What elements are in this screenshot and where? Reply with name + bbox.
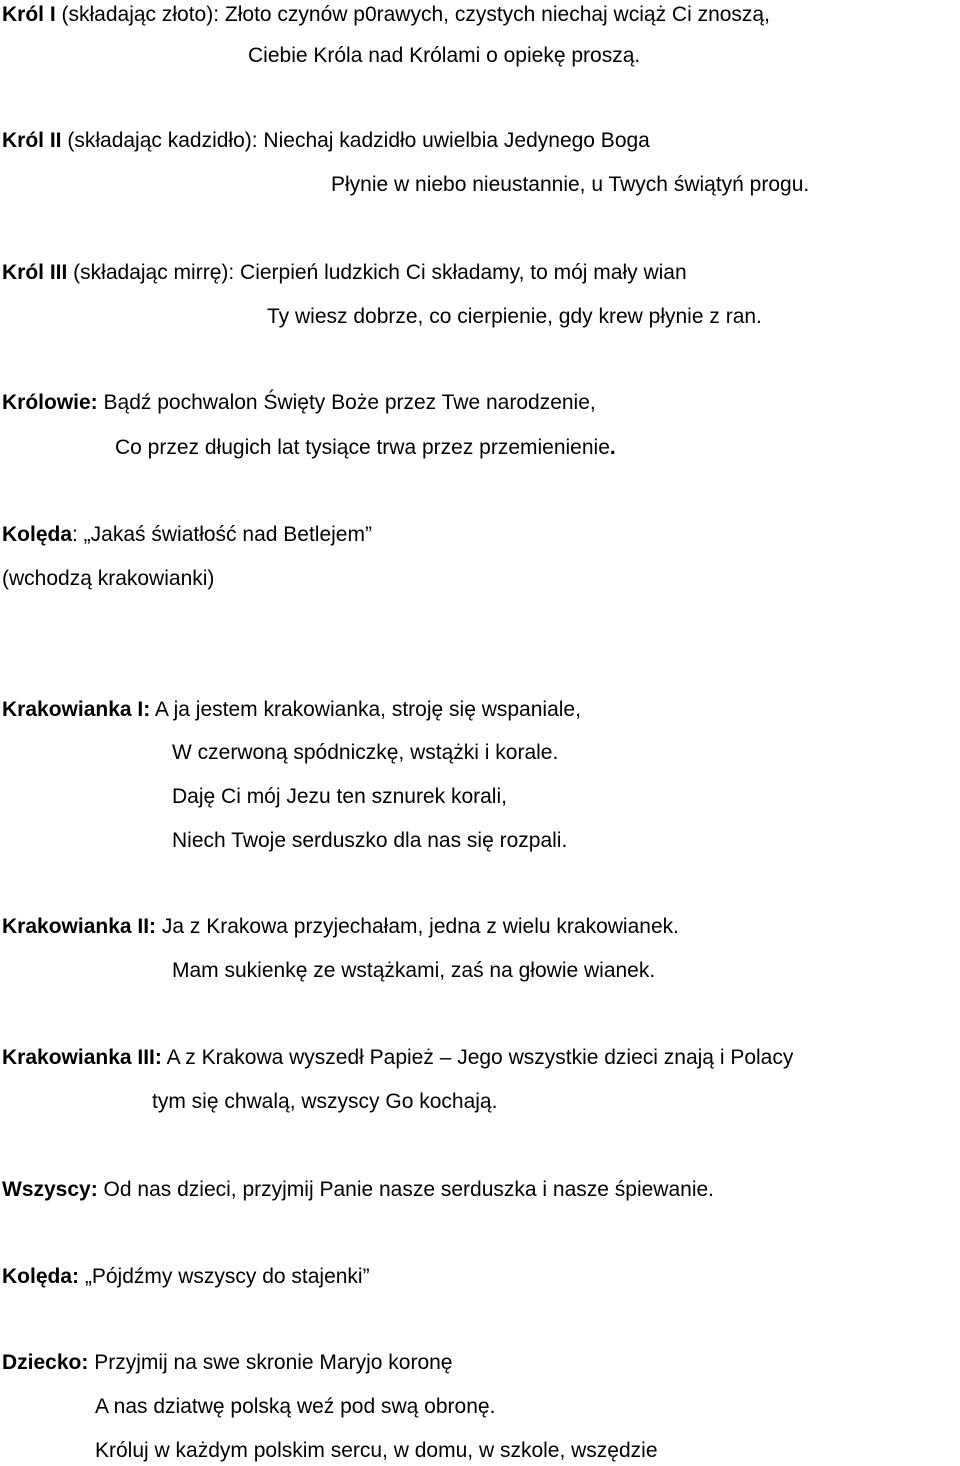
krol3-speaker: Król III [2, 261, 68, 284]
krakowianka2-line1 [2, 915, 679, 939]
krolowie-line1 [2, 391, 596, 415]
krol2-line1 [2, 129, 650, 153]
koleda2-speaker: Kolęda: [2, 1265, 80, 1288]
dziecko-line1 [2, 1351, 452, 1375]
krakowianka2-text1: Ja z Krakowa przyjechałam, jedna z wielu krakowianek. [156, 915, 679, 938]
wszyscy-speaker: Wszyscy: [2, 1178, 98, 1201]
krol2-line2: Płynie w niebo nieustannie, u Twych świątyń progu. [331, 173, 810, 196]
wszyscy-text1: Od nas dzieci, przyjmij Panie nasze serduszka i nasze śpiewanie. [97, 1178, 715, 1201]
wszyscy-line1 [2, 1178, 714, 1202]
krol3-line1 [2, 261, 687, 285]
krol2-speaker: Król II [2, 129, 62, 152]
dziecko-line3: Króluj w każdym polskim sercu, w domu, w szkole, wszędzie [95, 1439, 658, 1462]
krakowianka1-line4: Niech Twoje serduszko dla nas się rozpali. [172, 829, 568, 852]
krakowianka1-text1: A ja jestem krakowianka, stroję się wspaniale, [150, 698, 581, 721]
krol2-text1: (składając kadzidło): Niechaj kadzidło uwielbia Jedynego Boga [61, 129, 650, 152]
krolowie-text2-period: . [609, 436, 616, 459]
krakowianka1-speaker: Krakowianka I: [2, 698, 151, 721]
krol1-speaker: Król I [2, 3, 56, 26]
krol3-text1: (składając mirrę): Cierpień ludzkich Ci składamy, to mój mały wian [67, 261, 687, 284]
krakowianka3-speaker: Krakowianka III: [2, 1046, 162, 1069]
koleda2-title: „Pójdźmy wszyscy do stajenki” [79, 1265, 370, 1288]
krakowianka3-text1: A z Krakowa wyszedł Papież – Jego wszystkie dzieci znają i Polacy [161, 1046, 794, 1069]
koleda2-line1 [2, 1265, 370, 1289]
krolowie-text2: Co przez długich lat tysiące trwa przez przemienienie [115, 436, 610, 459]
krolowie-line2 [115, 436, 616, 460]
dziecko-line2: A nas dziatwę polską weź pod swą obronę. [95, 1395, 496, 1418]
koleda1-line1 [2, 523, 372, 547]
krolowie-text1: Bądź pochwalon Święty Boże przez Twe narodzenie, [97, 391, 596, 414]
krol1-line2: Ciebie Króla nad Królami o opiekę proszą. [248, 44, 641, 67]
dziecko-text1: Przyjmij na swe skronie Maryjo koronę [88, 1351, 453, 1374]
koleda1-stage-direction: (wchodzą krakowianki) [2, 567, 215, 590]
krakowianka3-line2: tym się chwalą, wszyscy Go kochają. [152, 1090, 498, 1113]
krakowianka2-line2: Mam sukienkę ze wstążkami, zaś na głowie wianek. [172, 959, 656, 982]
krol3-line2: Ty wiesz dobrze, co cierpienie, gdy krew płynie z ran. [267, 305, 762, 328]
krakowianka1-line2: W czerwoną spódniczkę, wstążki i korale. [172, 741, 559, 764]
krol1-text1: (składając złoto): Złoto czynów p0rawych, czystych niechaj wciąż Ci znoszą, [55, 3, 770, 26]
koleda1-speaker: Kolęda [2, 523, 73, 546]
krakowianka1-line3: Daję Ci mój Jezu ten sznurek korali, [172, 785, 507, 808]
krol1-line1 [2, 3, 770, 27]
krolowie-speaker: Królowie: [2, 391, 98, 414]
krakowianka1-line1 [2, 698, 581, 722]
krakowianka3-line1 [2, 1046, 793, 1070]
koleda1-title: : „Jakaś światłość nad Betlejem” [72, 523, 372, 546]
dziecko-speaker: Dziecko: [2, 1351, 89, 1374]
krakowianka2-speaker: Krakowianka II: [2, 915, 157, 938]
